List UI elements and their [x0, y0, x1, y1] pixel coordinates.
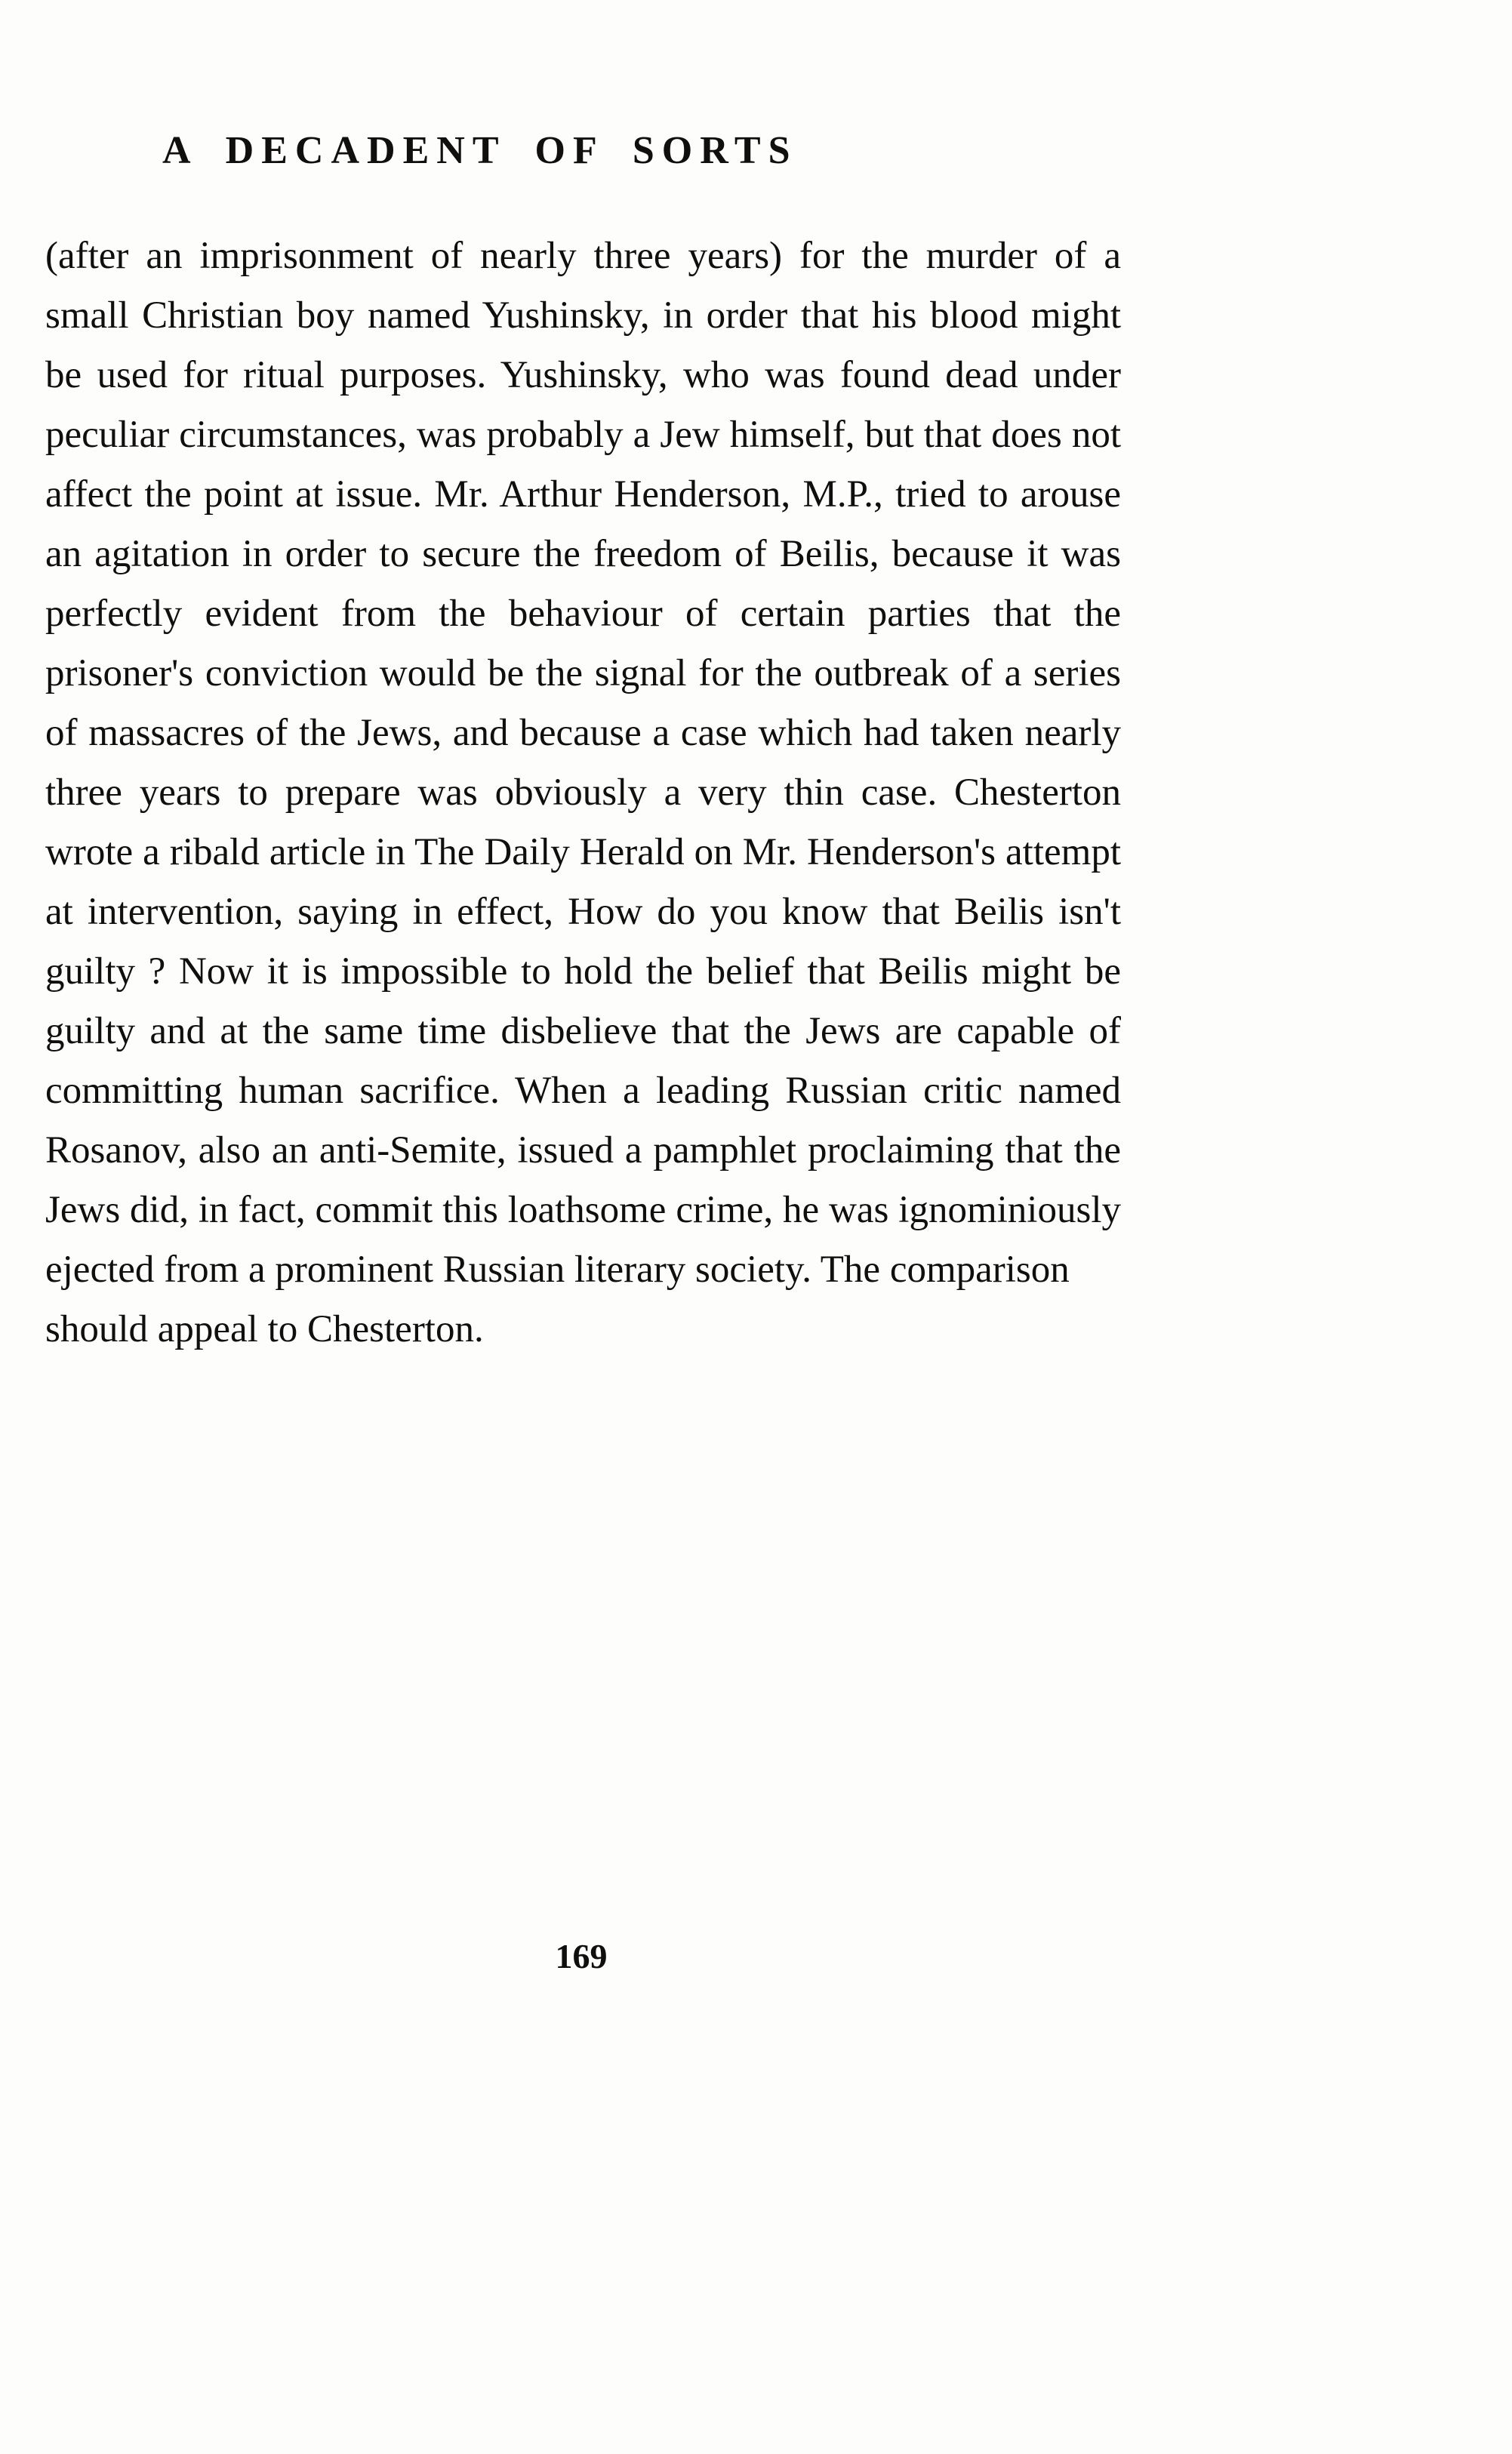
page-number: 169 — [555, 1937, 608, 1975]
paragraph: should appeal to Chesterton. — [45, 1308, 484, 1350]
body-text-block — [45, 226, 1121, 1359]
running-head: A DECADENT OF SORTS — [162, 129, 798, 172]
paragraph: (after an imprisonment of nearly three years) for the murder of a small Christian boy named Yushinsky, in order that his blood might be used for ritual purposes. Yushinsky, who was found dead under peculiar circumstances, was probably a Jew himself, but that does not affect the point at issue. Mr. Arthur Henderson, M.P., tried to arouse an agitation in order to secure the freedom of Beilis, because it was perfectly evident from the behaviour of certain parties that the prisoner's conviction would be the signal for the outbreak of a series of massacres of the Jews, and because a case which had taken nearly three years to prepare was obviously a very thin case. Chesterton wrote a ribald article in The Daily Herald on Mr. Henderson's attempt at intervention, saying in effect, How do you know that Beilis isn't guilty ? Now it is impossible to hold the belief that Beilis might be guilty and at the same time disbelieve that the Jews are capable of committing human sacrifice. When a leading Russian critic named Rosanov, also an anti-Semite, issued a pamphlet proclaiming that the Jews did, in fact, commit this loathsome crime, he was ignominiously ejected from a prominent Russian literary society. The comparison — [45, 235, 1121, 1291]
